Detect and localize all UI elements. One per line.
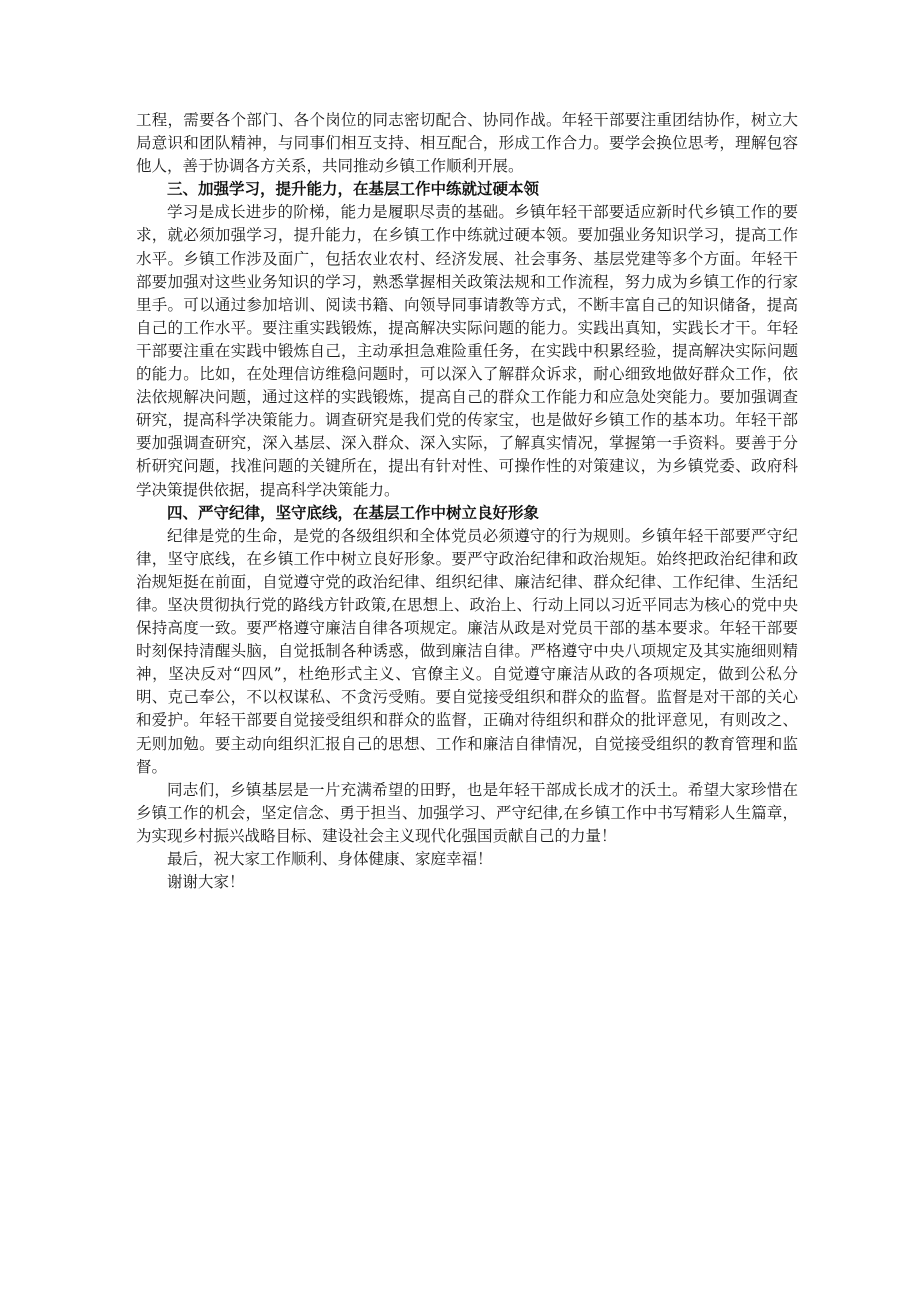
closing-paragraph: 同志们，乡镇基层是一片充满希望的田野，也是年轻干部成长成才的沃土。希望大家珍惜在乡镇工作的机会，坚定信念、勇于担当、加强学习、严守纪律,在乡镇工作中书写精彩人生篇章，为实现乡村振兴战略目标、建设社会主义现代化强国贡献自己的力量！ [136, 780, 798, 845]
section-4-paragraph: 纪律是党的生命，是党的各级组织和全体党员必须遵守的行为规则。乡镇年轻干部要严守纪律，坚守底线，在乡镇工作中树立良好形象。要严守政治纪律和政治规矩。始终把政治纪律和政治规矩挺在前面，自觉遵守党的政治纪律、组织纪律、廉洁纪律、群众纪律、工作纪律、生活纪律。坚决贯彻执行党的路线方针政策,在思想上、政治上、行动上同以习近平同志为核心的党中央保持高度一致。要严格遵守廉洁自律各项规定。廉洁从政是对党员干部的基本要求。年轻干部要时刻保持清醒头脑，自觉抵制各种诱惑，做到廉洁自律。严格遵守中央八项规定及其实施细则精神，坚决反对“四风”，杜绝形式主义、官僚主义。自觉遵守廉洁从政的各项规定，做到公私分明、克己奉公，不以权谋私、不贪污受贿。要自觉接受组织和群众的监督。监督是对干部的关心和爱护。年轻干部要自觉接受组织和群众的监督，正确对待组织和群众的批评意见，有则改之、无则加勉。要主动向组织汇报自己的思想、工作和廉洁自律情况，自觉接受组织的教育管理和监督。 [136, 526, 798, 776]
closing-thanks: 谢谢大家！ [167, 873, 245, 892]
document-page [136, 109, 798, 894]
section-3-heading: 三、加强学习，提升能力，在基层工作中练就过硬本领 [167, 180, 540, 199]
section-3-paragraph: 学习是成长进步的阶梯，能力是履职尽责的基础。乡镇年轻干部要适应新时代乡镇工作的要求，就必须加强学习，提升能力，在乡镇工作中练就过硬本领。要加强业务知识学习，提高工作水平。乡镇工作涉及面广，包括农业农村、经济发展、社会事务、基层党建等多个方面。年轻干部要加强对这些业务知识的学习，熟悉掌握相关政策法规和工作流程，努力成为乡镇工作的行家里手。可以通过参加培训、阅读书籍、向领导同事请教等方式，不断丰富自己的知识储备，提高自己的工作水平。要注重实践锻炼，提高解决实际问题的能力。实践出真知，实践长才干。年轻干部要注重在实践中锻炼自己，主动承担急难险重任务，在实践中积累经验，提高解决实际问题的能力。比如，在处理信访维稳问题时，可以深入了解群众诉求，耐心细致地做好群众工作，依法依规解决问题，通过这样的实践锻炼，提高自己的群众工作能力和应急处突能力。要加强调查研究，提高科学决策能力。调查研究是我们党的传家宝，也是做好乡镇工作的基本功。年轻干部要加强调查研究，深入基层、深入群众、深入实际，了解真实情况，掌握第一手资料。要善于分析研究问题，找准问题的关键所在，提出有针对性、可操作性的对策建议，为乡镇党委、政府科学决策提供依据，提高科学决策能力。 [136, 203, 798, 499]
section-4-heading: 四、严守纪律，坚守底线，在基层工作中树立良好形象 [167, 503, 540, 522]
closing-wishes: 最后，祝大家工作顺利、身体健康、家庭幸福！ [167, 850, 493, 868]
intro-continued-paragraph: 工程，需要各个部门、各个岗位的同志密切配合、协同作战。年轻干部要注重团结协作，树立大局意识和团队精神，与同事们相互支持、相互配合，形成工作合力。要学会换位思考，理解包容他人，善于协调各方关系，共同推动乡镇工作顺利开展。 [136, 111, 798, 176]
